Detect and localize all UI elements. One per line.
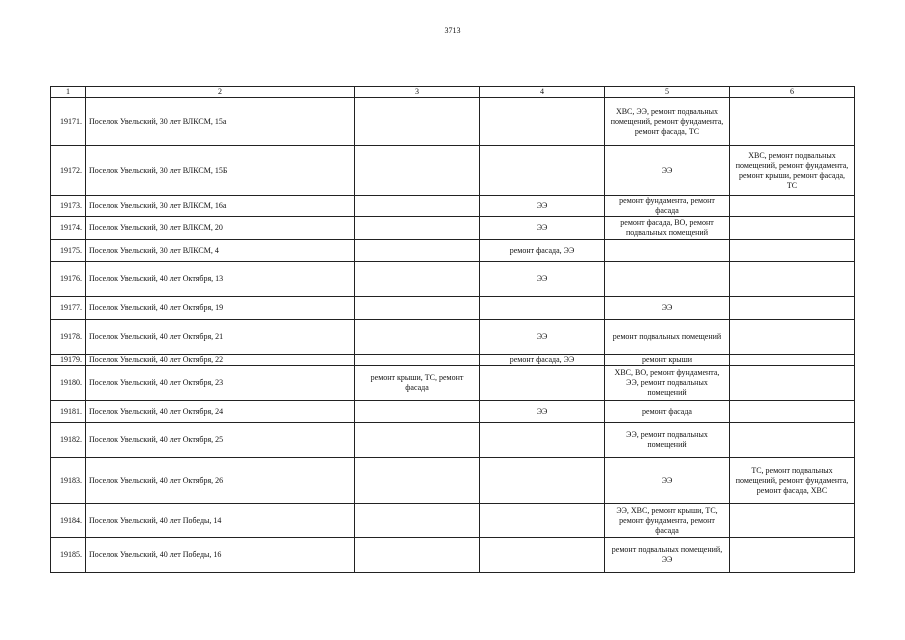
- row-number: 19183.: [51, 458, 86, 504]
- address-cell: Поселок Увельский, 40 лет Октября, 21: [86, 320, 355, 355]
- column-3-cell: [355, 355, 480, 366]
- table-row: [51, 98, 855, 146]
- address-cell: Поселок Увельский, 40 лет Октября, 24: [86, 401, 355, 423]
- column-4-cell: [480, 423, 605, 458]
- column-5-cell: ремонт крыши: [605, 355, 730, 366]
- column-3-cell: [355, 320, 480, 355]
- column-5-cell: ХВС, ЭЭ, ремонт подвальных помещений, ремонт фундамента, ремонт фасада, ТС: [605, 98, 730, 146]
- row-number: 19174.: [51, 217, 86, 240]
- table-row: [51, 262, 855, 297]
- column-3-cell: [355, 98, 480, 146]
- column-4-cell: [480, 366, 605, 401]
- address-cell: Поселок Увельский, 30 лет ВЛКСМ, 15Б: [86, 146, 355, 196]
- row-number: 19173.: [51, 196, 86, 217]
- row-number: 19171.: [51, 98, 86, 146]
- column-5-cell: ремонт фасада: [605, 401, 730, 423]
- row-number: 19181.: [51, 401, 86, 423]
- address-cell: Поселок Увельский, 40 лет Победы, 14: [86, 504, 355, 538]
- column-3-cell: [355, 401, 480, 423]
- column-6-cell: [730, 320, 855, 355]
- row-number: 19185.: [51, 538, 86, 573]
- column-5-cell: ремонт фасада, ВО, ремонт подвальных помещений: [605, 217, 730, 240]
- column-4-cell: ЭЭ: [480, 401, 605, 423]
- column-5-cell: ремонт подвальных помещений: [605, 320, 730, 355]
- table-row: [51, 217, 855, 240]
- table-row: [51, 538, 855, 573]
- column-3-cell: [355, 262, 480, 297]
- table-row: [51, 297, 855, 320]
- column-4-cell: [480, 458, 605, 504]
- address-cell: Поселок Увельский, 40 лет Октября, 25: [86, 423, 355, 458]
- column-3-cell: [355, 538, 480, 573]
- column-5-cell: ЭЭ: [605, 146, 730, 196]
- row-number: 19172.: [51, 146, 86, 196]
- column-header: 5: [605, 87, 730, 98]
- column-3-cell: ремонт крыши, ТС, ремонт фасада: [355, 366, 480, 401]
- column-5-cell: ЭЭ, ремонт подвальных помещений: [605, 423, 730, 458]
- column-3-cell: [355, 504, 480, 538]
- column-4-cell: [480, 98, 605, 146]
- column-3-cell: [355, 146, 480, 196]
- column-6-cell: [730, 401, 855, 423]
- column-4-cell: ЭЭ: [480, 320, 605, 355]
- column-3-cell: [355, 423, 480, 458]
- row-number: 19176.: [51, 262, 86, 297]
- column-6-cell: [730, 297, 855, 320]
- column-6-cell: [730, 217, 855, 240]
- column-5-cell: ЭЭ: [605, 458, 730, 504]
- header-row: [51, 87, 855, 98]
- column-3-cell: [355, 297, 480, 320]
- table-row: [51, 458, 855, 504]
- column-6-cell: [730, 366, 855, 401]
- row-number: 19180.: [51, 366, 86, 401]
- column-4-cell: ремонт фасада, ЭЭ: [480, 355, 605, 366]
- column-6-cell: [730, 355, 855, 366]
- address-cell: Поселок Увельский, 40 лет Октября, 13: [86, 262, 355, 297]
- address-cell: Поселок Увельский, 30 лет ВЛКСМ, 16а: [86, 196, 355, 217]
- table-row: [51, 504, 855, 538]
- column-header: 6: [730, 87, 855, 98]
- column-5-cell: ЭЭ: [605, 297, 730, 320]
- column-6-cell: [730, 504, 855, 538]
- address-cell: Поселок Увельский, 40 лет Октября, 19: [86, 297, 355, 320]
- row-number: 19178.: [51, 320, 86, 355]
- row-number: 19184.: [51, 504, 86, 538]
- column-5-cell: [605, 262, 730, 297]
- table-row: [51, 355, 855, 366]
- table-row: [51, 366, 855, 401]
- column-6-cell: [730, 196, 855, 217]
- address-cell: Поселок Увельский, 30 лет ВЛКСМ, 4: [86, 240, 355, 262]
- column-header: 4: [480, 87, 605, 98]
- address-cell: Поселок Увельский, 30 лет ВЛКСМ, 20: [86, 217, 355, 240]
- table-row: [51, 146, 855, 196]
- address-cell: Поселок Увельский, 40 лет Октября, 22: [86, 355, 355, 366]
- column-3-cell: [355, 217, 480, 240]
- column-5-cell: ХВС, ВО, ремонт фундамента, ЭЭ, ремонт подвальных помещений: [605, 366, 730, 401]
- registry-table: [50, 86, 855, 573]
- column-3-cell: [355, 240, 480, 262]
- table-row: [51, 240, 855, 262]
- column-4-cell: [480, 504, 605, 538]
- row-number: 19175.: [51, 240, 86, 262]
- address-cell: Поселок Увельский, 40 лет Октября, 26: [86, 458, 355, 504]
- column-6-cell: [730, 262, 855, 297]
- column-4-cell: ЭЭ: [480, 262, 605, 297]
- column-5-cell: [605, 240, 730, 262]
- column-header: 2: [86, 87, 355, 98]
- column-4-cell: ЭЭ: [480, 217, 605, 240]
- table-row: [51, 423, 855, 458]
- table-row: [51, 320, 855, 355]
- address-cell: Поселок Увельский, 30 лет ВЛКСМ, 15а: [86, 98, 355, 146]
- column-5-cell: ремонт фундамента, ремонт фасада: [605, 196, 730, 217]
- column-4-cell: ремонт фасада, ЭЭ: [480, 240, 605, 262]
- row-number: 19177.: [51, 297, 86, 320]
- column-4-cell: [480, 297, 605, 320]
- column-6-cell: [730, 240, 855, 262]
- column-6-cell: ХВС, ремонт подвальных помещений, ремонт фундамента, ремонт крыши, ремонт фасада, ТС: [730, 146, 855, 196]
- column-4-cell: ЭЭ: [480, 196, 605, 217]
- page-number: 3713: [444, 26, 461, 35]
- column-5-cell: ремонт подвальных помещений, ЭЭ: [605, 538, 730, 573]
- column-header: 3: [355, 87, 480, 98]
- table-row: [51, 196, 855, 217]
- row-number: 19182.: [51, 423, 86, 458]
- address-cell: Поселок Увельский, 40 лет Октября, 23: [86, 366, 355, 401]
- address-cell: Поселок Увельский, 40 лет Победы, 16: [86, 538, 355, 573]
- column-4-cell: [480, 146, 605, 196]
- column-6-cell: [730, 423, 855, 458]
- column-header: 1: [51, 87, 86, 98]
- column-5-cell: ЭЭ, ХВС, ремонт крыши, ТС, ремонт фундамента, ремонт фасада: [605, 504, 730, 538]
- column-3-cell: [355, 196, 480, 217]
- row-number: 19179.: [51, 355, 86, 366]
- table-row: [51, 401, 855, 423]
- column-3-cell: [355, 458, 480, 504]
- column-6-cell: [730, 98, 855, 146]
- column-4-cell: [480, 538, 605, 573]
- column-6-cell: ТС, ремонт подвальных помещений, ремонт фундамента, ремонт фасада, ХВС: [730, 458, 855, 504]
- column-6-cell: [730, 538, 855, 573]
